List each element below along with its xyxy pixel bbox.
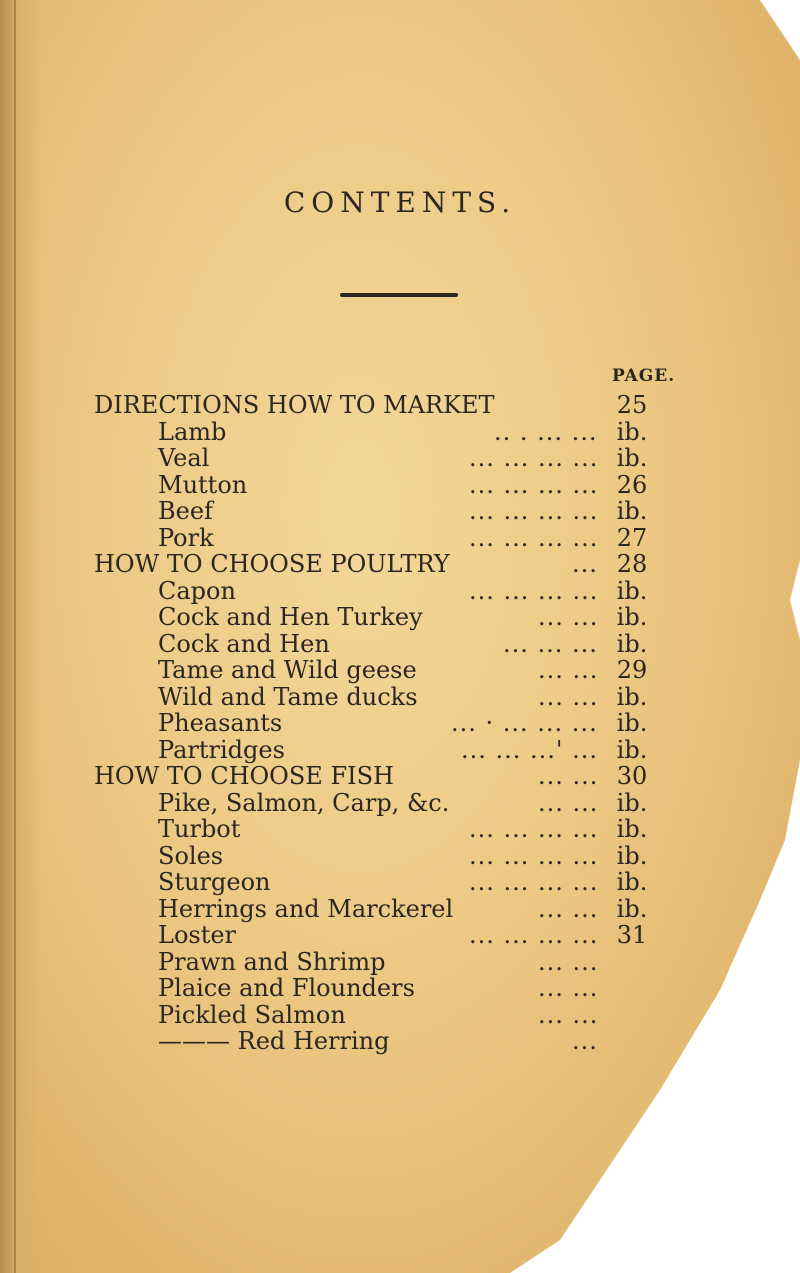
toc-item-row (0, 472, 800, 499)
toc-item-title: Sturgeon (158, 868, 271, 896)
toc-item-title: Cock and Hen (158, 629, 330, 658)
toc-item-title: ——— Red Herring (158, 1027, 390, 1055)
toc-leader-dots: ... ... ... ... (469, 576, 599, 605)
toc-item-row (0, 843, 800, 870)
toc-page-number: 26 (616, 470, 648, 499)
toc-item-row (0, 896, 800, 923)
toc-item-row (0, 604, 800, 631)
toc-item-title: Veal (158, 444, 210, 472)
toc-leader-dots: ... ... ... ... (469, 921, 599, 949)
toc-page-number: ib. (616, 444, 648, 472)
toc-page-number: ib. (616, 735, 648, 764)
toc-section-title: DIRECTIONS HOW TO MARKET (94, 391, 495, 419)
toc-section-row (0, 763, 800, 790)
toc-leader-dots: ... ... (538, 974, 599, 1002)
toc-leader-dots: ... ... ... ... (469, 497, 599, 525)
toc-item-title: Capon (158, 576, 236, 605)
toc-leader-dots: ... ... ... ... (469, 444, 599, 472)
toc-item-title: Cock and Hen Turkey (158, 603, 423, 631)
toc-item-row (0, 419, 800, 446)
toc-page-number: ib. (616, 709, 648, 737)
toc-item-title: Mutton (158, 470, 248, 499)
toc-leader-dots: ... (572, 550, 598, 578)
toc-leader-dots: ... ... ... ... (469, 815, 599, 843)
toc-item-row (0, 790, 800, 817)
toc-item-title: Plaice and Flounders (158, 974, 415, 1002)
toc-page-number: ib. (616, 682, 648, 711)
toc-page-number: ib. (616, 417, 648, 446)
toc-page-number: ib. (616, 868, 648, 896)
toc-page-number: ib. (616, 841, 648, 870)
toc-item-title: Pork (158, 523, 214, 552)
toc-item-row (0, 445, 800, 472)
toc-item-title: Pike, Salmon, Carp, &c. (158, 788, 450, 817)
toc-item-row (0, 869, 800, 896)
toc-item-row (0, 922, 800, 949)
toc-page-number: 30 (616, 762, 648, 790)
toc-page-number: ib. (616, 629, 648, 658)
title-rule (340, 293, 458, 297)
toc-page-number: 29 (616, 656, 648, 684)
toc-item-row (0, 975, 800, 1002)
toc-item-row (0, 631, 800, 658)
toc-leader-dots: ... ... ... ... (469, 841, 599, 870)
toc-item-title: Beef (158, 497, 213, 525)
toc-item-title: Lamb (158, 417, 227, 446)
toc-item-row (0, 1028, 800, 1055)
toc-leader-dots: .. . ... ... (494, 417, 598, 446)
toc-page-number: 25 (616, 391, 648, 419)
toc-item-title: Turbot (158, 815, 241, 843)
toc-leader-dots: ... · ... ... ... (451, 709, 598, 737)
toc-item-row (0, 949, 800, 976)
toc-item-row (0, 737, 800, 764)
toc-section-row (0, 551, 800, 578)
toc-item-row (0, 578, 800, 605)
toc-page-number: ib. (616, 603, 648, 631)
toc-page-number: ib. (616, 497, 648, 525)
toc-page-number: ib. (616, 788, 648, 817)
toc-leader-dots: ... ... (538, 603, 599, 631)
toc-leader-dots: ... ... ... ... (469, 523, 599, 552)
toc-item-title: Pickled Salmon (158, 1000, 346, 1029)
toc-item-row (0, 525, 800, 552)
toc-page-number: ib. (616, 576, 648, 605)
toc-page-number: ib. (616, 894, 648, 923)
toc-leader-dots: ... ... (538, 947, 599, 976)
toc-page-number: 27 (616, 523, 648, 552)
toc-item-title: Wild and Tame ducks (158, 682, 418, 711)
toc-leader-dots: ... ... (538, 1000, 599, 1029)
toc-item-row (0, 816, 800, 843)
toc-item-row (0, 498, 800, 525)
toc-leader-dots: ... ... ... ... (469, 470, 599, 499)
toc-leader-dots: ... ... ... ... (469, 868, 599, 896)
toc-leader-dots: ... ... (538, 762, 599, 790)
toc-leader-dots: ... (572, 1027, 598, 1055)
toc-page-number: ib. (616, 815, 648, 843)
toc-item-row (0, 657, 800, 684)
toc-item-title: Partridges (158, 735, 285, 764)
toc-page-number: 28 (616, 550, 648, 578)
toc-leader-dots: ... ... (538, 788, 599, 817)
toc-item-row (0, 684, 800, 711)
toc-item-title: Pheasants (158, 709, 283, 737)
toc-page-number: 31 (616, 921, 648, 949)
toc-item-title: Prawn and Shrimp (158, 947, 386, 976)
toc-leader-dots: ... ... (538, 894, 599, 923)
toc-section-title: HOW TO CHOOSE POULTRY (94, 550, 450, 578)
toc-leader-dots: ... ... (538, 656, 599, 684)
toc-leader-dots: ... ... (538, 682, 599, 711)
toc-item-title: Herrings and Marckerel (158, 894, 454, 923)
toc-leader-dots: ... ... ... (503, 629, 598, 658)
toc-item-row (0, 1002, 800, 1029)
toc-item-title: Loster (158, 921, 237, 949)
toc-item-title: Tame and Wild geese (158, 656, 417, 684)
toc-section-row (0, 392, 800, 419)
page-column-header: PAGE. (612, 366, 676, 386)
table-of-contents (0, 392, 800, 1055)
toc-item-row (0, 710, 800, 737)
toc-section-title: HOW TO CHOOSE FISH (94, 762, 394, 790)
page-title: CONTENTS. (283, 186, 517, 219)
toc-leader-dots: ... ... ...' ... (461, 735, 599, 764)
toc-item-title: Soles (158, 841, 224, 870)
